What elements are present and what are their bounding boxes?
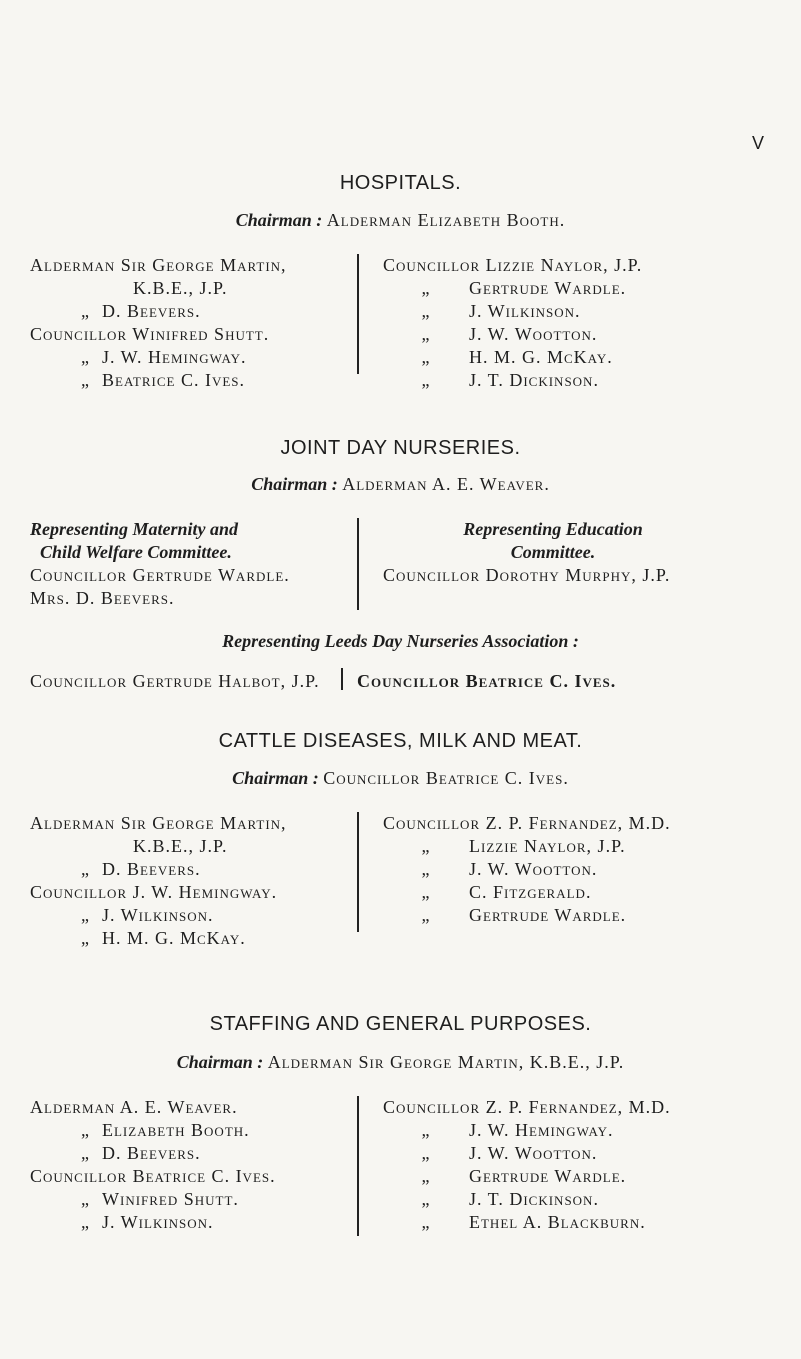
hospitals-title: HOSPITALS. — [339, 172, 462, 194]
ditto-mark: „ — [421, 836, 431, 856]
chair-label: Chairman : — [232, 768, 319, 788]
ditto-mark: „ — [81, 928, 90, 948]
member: Elizabeth Booth. — [102, 1120, 250, 1140]
nurseries-right-column — [383, 518, 793, 587]
page-number: V — [752, 133, 765, 153]
hospitals-right-column — [383, 254, 642, 392]
representing-heading: Representing Maternity and — [30, 519, 239, 539]
member: Gertrude Wardle. — [469, 1166, 627, 1186]
member: D. Beevers. — [102, 1143, 201, 1163]
member: Councillor Dorothy Murphy, J.P. — [383, 565, 671, 585]
member: Alderman Sir George Martin, — [30, 255, 287, 275]
ditto-mark: „ — [421, 347, 431, 367]
ditto-mark: „ — [81, 905, 90, 925]
ditto-mark: „ — [421, 1212, 431, 1232]
member: C. Fitzgerald. — [469, 882, 592, 902]
member: Councillor Winifred Shutt. — [30, 324, 270, 344]
staffing-chair — [0, 1052, 801, 1073]
representing-heading: Representing Education — [463, 519, 643, 539]
hospitals-left-column — [30, 254, 287, 392]
member-suffix: K.B.E., J.P. — [133, 278, 228, 298]
ditto-mark: „ — [81, 347, 90, 367]
column-divider — [357, 254, 359, 374]
member: J. T. Dickinson. — [469, 1189, 599, 1209]
member: D. Beevers. — [102, 301, 201, 321]
ditto-mark: „ — [81, 1212, 90, 1232]
cattle-chair — [0, 768, 801, 789]
assoc-left: Councillor Gertrude Halbot, J.P. — [30, 671, 320, 691]
column-divider — [357, 1096, 359, 1236]
chair-name: Alderman A. E. Weaver. — [342, 474, 550, 494]
ditto-mark: „ — [81, 1189, 90, 1209]
member: J. Wilkinson. — [469, 301, 581, 321]
ditto-mark: „ — [421, 859, 431, 879]
nurseries-title: JOINT DAY NURSERIES. — [280, 437, 521, 459]
member: Councillor Gertrude Wardle. — [30, 565, 290, 585]
ditto-mark: „ — [81, 1120, 90, 1140]
member: Gertrude Wardle. — [469, 278, 627, 298]
nurseries-left-column — [30, 518, 290, 610]
ditto-mark: „ — [421, 301, 431, 321]
member: Lizzie Naylor, J.P. — [469, 836, 626, 856]
ditto-mark: „ — [81, 1143, 90, 1163]
ditto-mark: „ — [81, 859, 90, 879]
member: Councillor Beatrice C. Ives. — [30, 1166, 276, 1186]
member: J. W. Hemingway. — [469, 1120, 614, 1140]
member: H. M. G. McKay. — [102, 928, 246, 948]
staffing-title: STAFFING AND GENERAL PURPOSES. — [209, 1013, 592, 1035]
ditto-mark: „ — [421, 324, 431, 344]
ditto-mark: „ — [421, 905, 431, 925]
cattle-title: CATTLE DISEASES, MILK AND MEAT. — [218, 730, 583, 752]
ditto-mark: „ — [421, 370, 431, 390]
ditto-mark: „ — [421, 1120, 431, 1140]
member: Councillor Lizzie Naylor, J.P. — [383, 255, 643, 275]
member: H. M. G. McKay. — [469, 347, 613, 367]
member: Gertrude Wardle. — [469, 905, 627, 925]
member: J. W. Wootton. — [469, 324, 598, 344]
chair-name: Councillor Beatrice C. Ives. — [323, 768, 569, 788]
nurseries-chair — [0, 474, 801, 495]
column-divider — [341, 668, 343, 690]
hospitals-chair — [0, 210, 801, 231]
member: Alderman Sir George Martin, — [30, 813, 287, 833]
member: D. Beevers. — [102, 859, 201, 879]
ditto-mark: „ — [421, 1166, 431, 1186]
chair-label: Chairman : — [235, 210, 323, 230]
member: J. W. Wootton. — [469, 1143, 598, 1163]
assoc-heading: Representing Leeds Day Nurseries Association : — [222, 631, 579, 651]
member: Beatrice C. Ives. — [102, 370, 246, 390]
member: J. W. Hemingway. — [102, 347, 247, 367]
representing-heading: Child Welfare Committee. — [40, 542, 232, 562]
chair-label: Chairman : — [251, 474, 338, 494]
member: Councillor Z. P. Fernandez, M.D. — [383, 1097, 671, 1117]
representing-heading: Committee. — [510, 542, 596, 562]
column-divider — [357, 518, 359, 610]
member: J. Wilkinson. — [102, 905, 214, 925]
member: Ethel A. Blackburn. — [469, 1212, 646, 1232]
chair-name: Alderman Sir George Martin, K.B.E., J.P. — [267, 1052, 625, 1072]
ditto-mark: „ — [421, 1143, 431, 1163]
staffing-right-column — [383, 1096, 671, 1234]
cattle-left-column — [30, 812, 287, 950]
staffing-left-column — [30, 1096, 276, 1234]
member: J. T. Dickinson. — [469, 370, 599, 390]
member: Councillor J. W. Hemingway. — [30, 882, 278, 902]
member: Mrs. D. Beevers. — [30, 588, 175, 608]
ditto-mark: „ — [81, 301, 90, 321]
cattle-right-column — [383, 812, 671, 927]
chair-name: Alderman Elizabeth Booth. — [326, 210, 566, 230]
member: J. W. Wootton. — [469, 859, 598, 879]
ditto-mark: „ — [421, 278, 431, 298]
ditto-mark: „ — [421, 1189, 431, 1209]
chair-label: Chairman : — [176, 1052, 264, 1072]
assoc-right: Councillor Beatrice C. Ives. — [357, 671, 617, 691]
member: Alderman A. E. Weaver. — [30, 1097, 238, 1117]
ditto-mark: „ — [421, 882, 431, 902]
ditto-mark: „ — [81, 370, 90, 390]
member: Councillor Z. P. Fernandez, M.D. — [383, 813, 671, 833]
column-divider — [357, 812, 359, 932]
member: J. Wilkinson. — [102, 1212, 214, 1232]
member: Winifred Shutt. — [102, 1189, 239, 1209]
member-suffix: K.B.E., J.P. — [133, 836, 228, 856]
